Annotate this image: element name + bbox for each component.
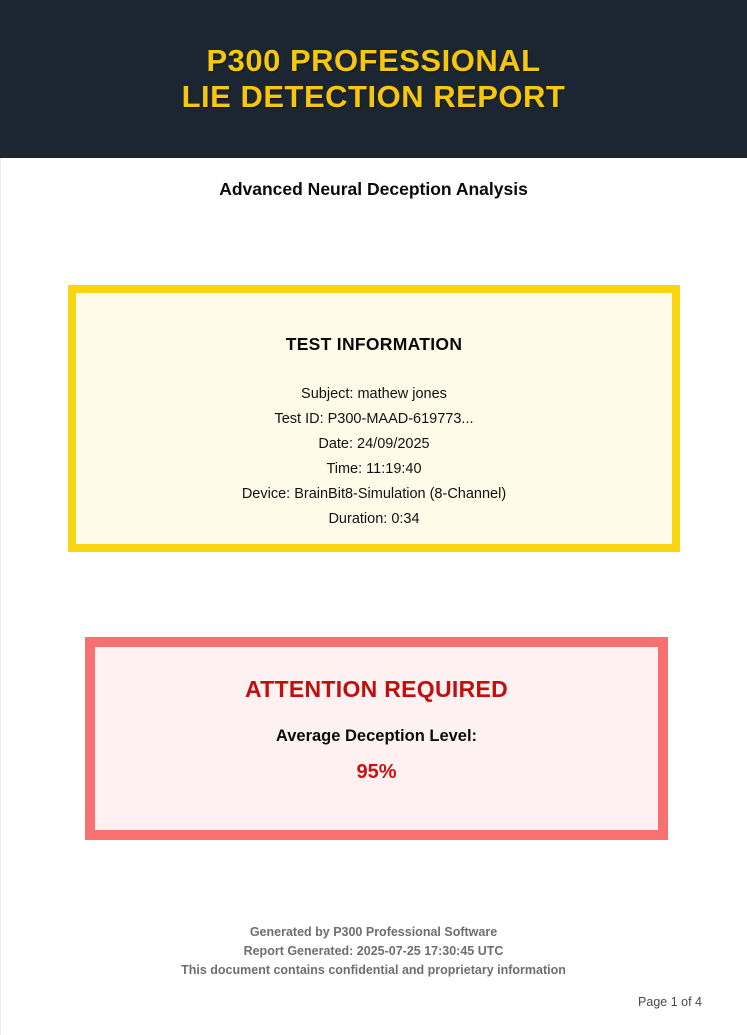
test-information-lines [76, 382, 672, 532]
footer-confidential-notice: This document contains confidential and proprietary information [181, 963, 566, 977]
page-indicator: Page 1 of 4 [638, 995, 702, 1009]
attention-required-box [85, 637, 668, 840]
test-info-duration: Duration: 0:34 [328, 511, 420, 527]
footer-report-generated: Report Generated: 2025-07-25 17:30:45 UTC [243, 944, 504, 958]
test-info-test-id: Test ID: P300-MAAD-619773... [274, 411, 474, 427]
report-title-line2: LIE DETECTION REPORT [181, 79, 566, 114]
attention-required-title: ATTENTION REQUIRED [244, 676, 509, 702]
test-info-subject: Subject: mathew jones [301, 386, 447, 402]
test-information-box [68, 285, 680, 552]
report-title-line1: P300 PROFESSIONAL [206, 43, 541, 78]
report-subtitle: Advanced Neural Deception Analysis [219, 179, 528, 199]
test-information-title: TEST INFORMATION [285, 334, 463, 354]
test-info-device: Device: BrainBit8-Simulation (8-Channel) [241, 486, 507, 502]
document-footer [0, 923, 747, 980]
average-deception-level-value: 95% [356, 761, 397, 783]
test-info-date: Date: 24/09/2025 [318, 436, 430, 452]
test-info-time: Time: 11:19:40 [326, 461, 422, 477]
report-title [182, 43, 566, 115]
footer-generated-by: Generated by P300 Professional Software [249, 925, 498, 939]
report-header-banner [0, 0, 747, 158]
average-deception-level-label: Average Deception Level: [275, 727, 478, 745]
